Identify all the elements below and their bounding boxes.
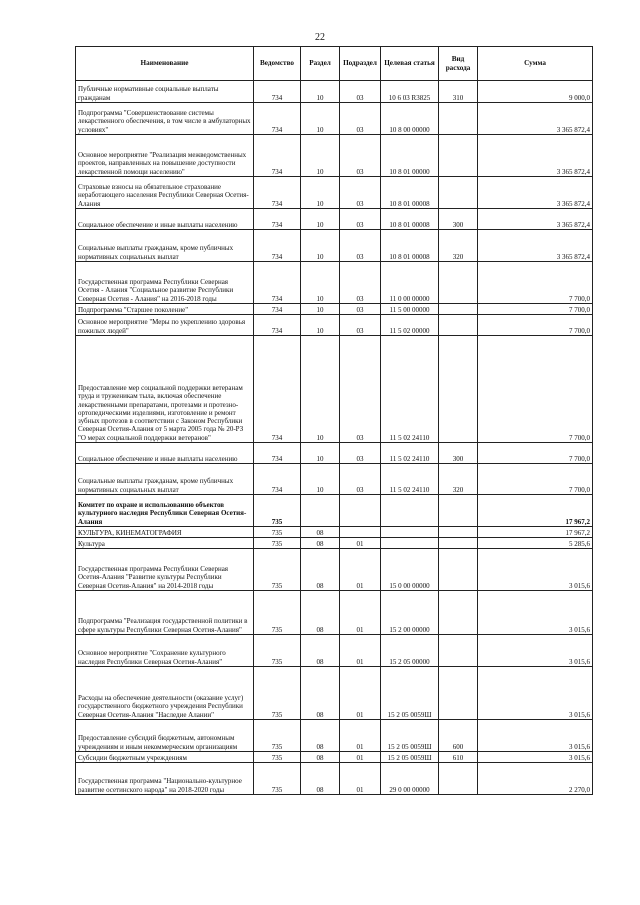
cell-name: Государственная программа Республики Северная Осетия - Алания "Социальное развитие Республики Северная Осетия - Алания" на 2016-2018 годы xyxy=(76,262,254,304)
cell-department: 735 xyxy=(254,752,301,763)
cell-subsection: 01 xyxy=(340,667,381,720)
cell-section: 10 xyxy=(301,336,340,443)
budget-table xyxy=(75,46,593,795)
cell-subsection: 03 xyxy=(340,336,381,443)
cell-department: 734 xyxy=(254,315,301,336)
table-row xyxy=(76,336,593,443)
table-row xyxy=(76,591,593,635)
header-expense-type: Вид расхода xyxy=(439,47,478,81)
cell-name: Социальное обеспечение и иные выплаты населению xyxy=(76,443,254,464)
cell-expense-type xyxy=(439,315,478,336)
cell-expense-type xyxy=(439,336,478,443)
cell-subsection: 01 xyxy=(340,549,381,591)
cell-target-article: 10 8 00 00000 xyxy=(381,103,439,135)
cell-department: 734 xyxy=(254,103,301,135)
cell-name: Подпрограмма "Реализация государственной политики в сфере культуры Республики Северная Осетия-Алания" xyxy=(76,591,254,635)
table-body xyxy=(76,81,593,795)
cell-sum: 3 365 872,4 xyxy=(478,209,593,230)
cell-subsection: 03 xyxy=(340,443,381,464)
cell-section: 10 xyxy=(301,304,340,315)
cell-sum: 17 967,2 xyxy=(478,495,593,527)
cell-section: 08 xyxy=(301,635,340,667)
cell-sum: 2 270,0 xyxy=(478,763,593,795)
cell-expense-type xyxy=(439,635,478,667)
cell-target-article: 15 2 05 0059Ш xyxy=(381,667,439,720)
cell-department: 735 xyxy=(254,591,301,635)
cell-subsection: 01 xyxy=(340,635,381,667)
table-row xyxy=(76,495,593,527)
cell-target-article: 11 5 00 00000 xyxy=(381,304,439,315)
cell-subsection: 03 xyxy=(340,262,381,304)
table-row xyxy=(76,177,593,209)
cell-subsection: 01 xyxy=(340,752,381,763)
cell-expense-type xyxy=(439,495,478,527)
cell-target-article: 10 8 01 00000 xyxy=(381,135,439,177)
table-row xyxy=(76,103,593,135)
cell-name: Подпрограмма "Совершенствование системы лекарственного обеспечения, в том числе в амбулаторных условиях" xyxy=(76,103,254,135)
cell-target-article: 11 5 02 24110 xyxy=(381,443,439,464)
cell-section: 10 xyxy=(301,262,340,304)
cell-subsection: 01 xyxy=(340,720,381,752)
table-row xyxy=(76,135,593,177)
cell-name: Государственная программа Республики Северная Осетия-Алания "Развитие культуры Республики Северная Осетия-Алания" на 2014-2018 годы xyxy=(76,549,254,591)
table-row xyxy=(76,304,593,315)
cell-sum: 7 700,0 xyxy=(478,304,593,315)
cell-expense-type xyxy=(439,262,478,304)
cell-expense-type xyxy=(439,667,478,720)
table-row xyxy=(76,464,593,495)
cell-expense-type: 300 xyxy=(439,443,478,464)
cell-sum: 7 700,0 xyxy=(478,336,593,443)
cell-department: 735 xyxy=(254,538,301,549)
table-row xyxy=(76,315,593,336)
cell-target-article: 15 2 05 0059Ш xyxy=(381,720,439,752)
cell-name: Государственная программа "Национально-культурное развитие осетинского народа" на 2018-2020 годы xyxy=(76,763,254,795)
cell-target-article: 11 5 02 24110 xyxy=(381,336,439,443)
cell-department: 734 xyxy=(254,443,301,464)
cell-sum: 3 365 872,4 xyxy=(478,177,593,209)
cell-name: Культура xyxy=(76,538,254,549)
table-row xyxy=(76,667,593,720)
cell-target-article: 10 8 01 00008 xyxy=(381,177,439,209)
cell-target-article: 10 8 01 00008 xyxy=(381,209,439,230)
cell-subsection: 03 xyxy=(340,315,381,336)
cell-section: 08 xyxy=(301,667,340,720)
cell-section: 10 xyxy=(301,443,340,464)
cell-section: 08 xyxy=(301,763,340,795)
cell-section: 08 xyxy=(301,591,340,635)
cell-target-article xyxy=(381,538,439,549)
cell-section: 10 xyxy=(301,103,340,135)
cell-target-article: 15 2 05 0059Ш xyxy=(381,752,439,763)
page-number: 22 xyxy=(315,32,325,43)
cell-subsection: 03 xyxy=(340,135,381,177)
cell-department: 735 xyxy=(254,527,301,538)
cell-expense-type xyxy=(439,135,478,177)
cell-section: 08 xyxy=(301,538,340,549)
cell-expense-type xyxy=(439,304,478,315)
cell-name: Предоставление мер социальной поддержки ветеранам труда и труженикам тыла, включая обеспечение лекарственными препаратами, протезами и протезно-ортопедическими изделиями, изготовление и ремонт зубных протезов в соответствии с Законом Республики Северная Осетия-Алания от 5 марта 2005 года № 20-РЗ "О мерах социальной поддержки ветеранов" xyxy=(76,336,254,443)
cell-section: 08 xyxy=(301,549,340,591)
cell-section: 10 xyxy=(301,464,340,495)
cell-target-article: 10 6 03 R3825 xyxy=(381,81,439,103)
cell-name: Социальные выплаты гражданам, кроме публичных нормативных социальных выплат xyxy=(76,464,254,495)
cell-section: 10 xyxy=(301,135,340,177)
cell-expense-type xyxy=(439,103,478,135)
cell-sum: 3 015,6 xyxy=(478,752,593,763)
cell-name: Предоставление субсидий бюджетным, автономным учреждениям и иным некоммерческим организациям xyxy=(76,720,254,752)
table-row xyxy=(76,538,593,549)
table-row xyxy=(76,549,593,591)
cell-section xyxy=(301,495,340,527)
cell-sum: 3 015,6 xyxy=(478,635,593,667)
cell-subsection xyxy=(340,495,381,527)
cell-sum: 7 700,0 xyxy=(478,262,593,304)
table-row xyxy=(76,209,593,230)
cell-expense-type: 310 xyxy=(439,81,478,103)
cell-subsection: 01 xyxy=(340,591,381,635)
cell-expense-type xyxy=(439,177,478,209)
cell-target-article xyxy=(381,495,439,527)
cell-department: 734 xyxy=(254,209,301,230)
cell-section: 10 xyxy=(301,81,340,103)
cell-subsection: 03 xyxy=(340,464,381,495)
cell-sum: 7 700,0 xyxy=(478,443,593,464)
cell-target-article: 29 0 00 00000 xyxy=(381,763,439,795)
cell-department: 735 xyxy=(254,495,301,527)
cell-name: Основное мероприятие "Реализация межведомственных проектов, направленных на повышение доступности лекарственной помощи населению" xyxy=(76,135,254,177)
cell-expense-type xyxy=(439,549,478,591)
cell-expense-type xyxy=(439,591,478,635)
table-row xyxy=(76,527,593,538)
cell-target-article: 11 5 02 00000 xyxy=(381,315,439,336)
cell-name: Социальные выплаты гражданам, кроме публичных нормативных социальных выплат xyxy=(76,230,254,262)
cell-subsection xyxy=(340,527,381,538)
cell-target-article xyxy=(381,527,439,538)
cell-sum: 3 365 872,4 xyxy=(478,230,593,262)
cell-target-article: 10 8 01 00008 xyxy=(381,230,439,262)
cell-name: Подпрограмма "Старшее поколение" xyxy=(76,304,254,315)
cell-department: 734 xyxy=(254,304,301,315)
table-row xyxy=(76,443,593,464)
cell-sum: 5 285,6 xyxy=(478,538,593,549)
cell-sum: 9 000,0 xyxy=(478,81,593,103)
cell-department: 734 xyxy=(254,262,301,304)
cell-subsection: 01 xyxy=(340,538,381,549)
cell-department: 734 xyxy=(254,230,301,262)
cell-target-article: 15 2 00 00000 xyxy=(381,591,439,635)
cell-name: Субсидии бюджетным учреждениям xyxy=(76,752,254,763)
header-sum: Сумма xyxy=(478,47,593,81)
cell-target-article: 15 0 00 00000 xyxy=(381,549,439,591)
cell-name: Страховые взносы на обязательное страхование неработающего населения Республики Северная Осетия-Алания xyxy=(76,177,254,209)
cell-expense-type: 610 xyxy=(439,752,478,763)
table-row xyxy=(76,752,593,763)
cell-subsection: 03 xyxy=(340,230,381,262)
cell-section: 10 xyxy=(301,177,340,209)
cell-sum: 3 015,6 xyxy=(478,591,593,635)
cell-section: 10 xyxy=(301,230,340,262)
cell-sum: 17 967,2 xyxy=(478,527,593,538)
cell-sum: 7 700,0 xyxy=(478,464,593,495)
table-row xyxy=(76,720,593,752)
cell-subsection: 03 xyxy=(340,81,381,103)
table-row xyxy=(76,635,593,667)
header-section: Раздел xyxy=(301,47,340,81)
cell-section: 08 xyxy=(301,720,340,752)
cell-department: 735 xyxy=(254,763,301,795)
cell-sum: 3 015,6 xyxy=(478,549,593,591)
cell-expense-type: 320 xyxy=(439,464,478,495)
cell-name: Комитет по охране и использованию объектов культурного наследия Республики Северная Осетия-Алания xyxy=(76,495,254,527)
header-name: Наименование xyxy=(76,47,254,81)
cell-name: Основное мероприятие "Меры по укреплению здоровья пожилых людей" xyxy=(76,315,254,336)
cell-section: 10 xyxy=(301,209,340,230)
cell-section: 08 xyxy=(301,752,340,763)
cell-name: Расходы на обеспечение деятельности (оказание услуг) государственного бюджетного учреждения Республики Северная Осетия-Алания "Наследие Алании" xyxy=(76,667,254,720)
cell-department: 734 xyxy=(254,464,301,495)
table-row xyxy=(76,763,593,795)
cell-department: 735 xyxy=(254,720,301,752)
cell-sum: 3 365 872,4 xyxy=(478,135,593,177)
table-row xyxy=(76,230,593,262)
table-row xyxy=(76,262,593,304)
table-row xyxy=(76,81,593,103)
cell-sum: 3 365 872,4 xyxy=(478,103,593,135)
header-department: Ведомство xyxy=(254,47,301,81)
cell-sum: 3 015,6 xyxy=(478,720,593,752)
cell-target-article: 11 5 02 24110 xyxy=(381,464,439,495)
cell-subsection: 03 xyxy=(340,177,381,209)
cell-name: КУЛЬТУРА, КИНЕМАТОГРАФИЯ xyxy=(76,527,254,538)
header-subsection: Подраздел xyxy=(340,47,381,81)
cell-section: 08 xyxy=(301,527,340,538)
cell-department: 735 xyxy=(254,635,301,667)
cell-name: Публичные нормативные социальные выплаты гражданам xyxy=(76,81,254,103)
cell-department: 735 xyxy=(254,667,301,720)
cell-expense-type: 320 xyxy=(439,230,478,262)
header-target-article: Целевая статья xyxy=(381,47,439,81)
cell-subsection: 03 xyxy=(340,103,381,135)
cell-expense-type: 600 xyxy=(439,720,478,752)
cell-department: 734 xyxy=(254,81,301,103)
cell-department: 734 xyxy=(254,336,301,443)
cell-section: 10 xyxy=(301,315,340,336)
cell-department: 734 xyxy=(254,177,301,209)
cell-name: Социальное обеспечение и иные выплаты населению xyxy=(76,209,254,230)
cell-subsection: 03 xyxy=(340,304,381,315)
cell-department: 734 xyxy=(254,135,301,177)
cell-expense-type xyxy=(439,527,478,538)
cell-expense-type: 300 xyxy=(439,209,478,230)
cell-target-article: 15 2 05 00000 xyxy=(381,635,439,667)
cell-expense-type xyxy=(439,763,478,795)
cell-target-article: 11 0 00 00000 xyxy=(381,262,439,304)
cell-subsection: 01 xyxy=(340,763,381,795)
cell-name: Основное мероприятие "Сохранение культурного наследия Республики Северная Осетия-Алания" xyxy=(76,635,254,667)
cell-sum: 7 700,0 xyxy=(478,315,593,336)
cell-department: 735 xyxy=(254,549,301,591)
cell-subsection: 03 xyxy=(340,209,381,230)
table-header-row xyxy=(76,47,593,81)
cell-sum: 3 015,6 xyxy=(478,667,593,720)
cell-expense-type xyxy=(439,538,478,549)
